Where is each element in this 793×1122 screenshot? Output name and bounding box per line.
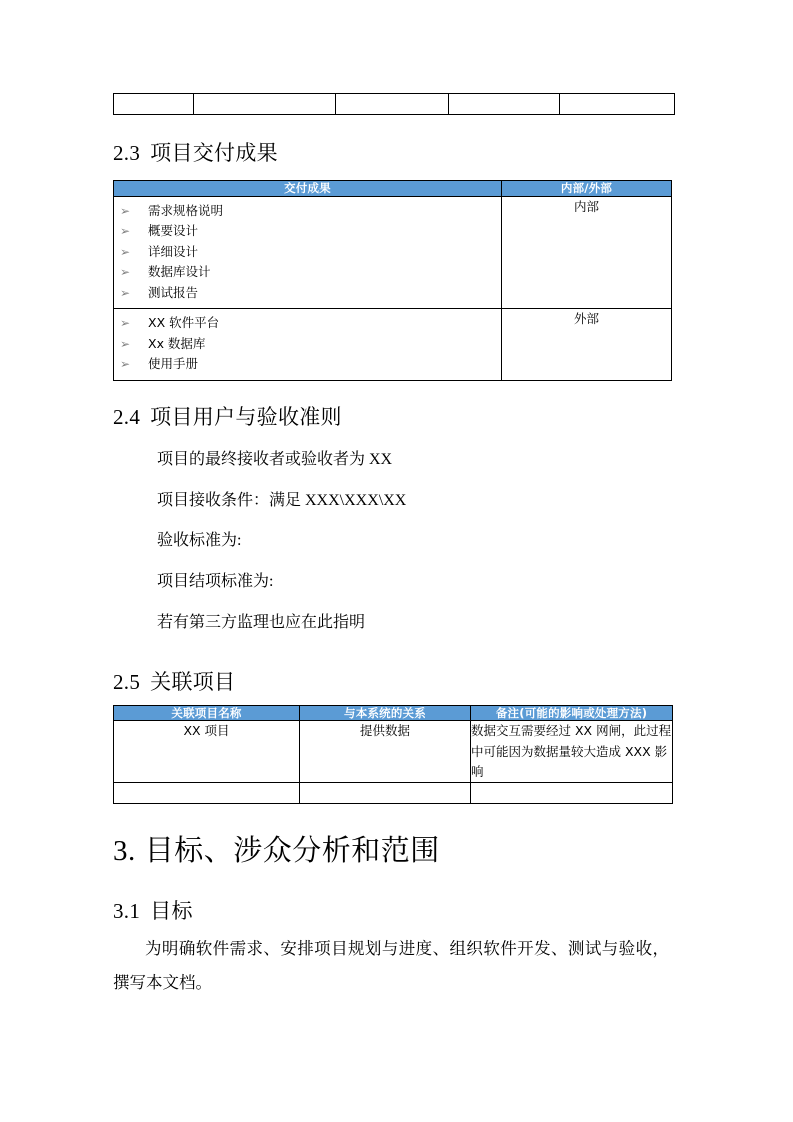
column-header-note: 备注(可能的影响或处理方法) — [471, 705, 673, 720]
list-item-label: 测试报告 — [148, 284, 199, 300]
heading-title: 项目交付成果 — [150, 141, 278, 165]
project-name-cell: XX 项目 — [114, 721, 300, 783]
scope-cell-external: 外部 — [502, 309, 672, 381]
column-header-relation: 与本系统的关系 — [300, 705, 471, 720]
list-item — [114, 313, 501, 334]
table-cell — [449, 94, 560, 115]
heading-2-3 — [113, 141, 669, 166]
table-row — [114, 196, 672, 309]
heading-3 — [113, 834, 669, 869]
arrow-bullet-icon: ➢ — [120, 244, 131, 259]
list-item-label: Xx 数据库 — [148, 335, 206, 351]
column-header-scope: 内部/外部 — [502, 181, 672, 196]
table-cell — [336, 94, 449, 115]
relation-cell: 提供数据 — [300, 721, 471, 783]
deliverable-list-cell — [114, 309, 502, 381]
list-item-label: 概要设计 — [148, 223, 199, 239]
relation-cell — [300, 783, 471, 804]
table-row — [114, 309, 672, 381]
list-item — [114, 262, 501, 283]
list-item-label: XX 软件平台 — [148, 315, 220, 331]
table-row — [114, 783, 673, 804]
column-header-deliverable: 交付成果 — [114, 181, 502, 196]
heading-number: 3.1 — [113, 898, 141, 923]
table-cell — [194, 94, 336, 115]
acceptance-paragraph-4: 项目结项标准为: — [157, 573, 274, 591]
acceptance-paragraph-5: 若有第三方监理也应在此指明 — [157, 613, 366, 631]
heading-2-5 — [113, 670, 669, 695]
list-item-label: 需求规格说明 — [148, 202, 224, 218]
heading-number: 2.4 — [113, 404, 141, 429]
project-name-cell — [114, 783, 300, 804]
table-cell — [114, 94, 194, 115]
deliverables-table — [113, 180, 672, 380]
heading-title: 目标、涉众分析和范围 — [144, 835, 440, 868]
list-item — [114, 221, 501, 242]
arrow-bullet-icon: ➢ — [120, 285, 131, 300]
list-item — [114, 201, 501, 222]
arrow-bullet-icon: ➢ — [120, 224, 131, 239]
arrow-bullet-icon: ➢ — [120, 265, 131, 280]
list-item — [114, 334, 501, 355]
heading-3-1 — [113, 899, 669, 924]
heading-number: 3. — [113, 835, 136, 868]
deliverable-list-cell — [114, 196, 502, 309]
continued-table — [113, 93, 675, 115]
list-item-label: 详细设计 — [148, 243, 199, 259]
list-item — [114, 242, 501, 263]
arrow-bullet-icon: ➢ — [120, 316, 131, 331]
acceptance-paragraph-2: 项目接收条件：满足 XXX\XXX\XX — [157, 491, 407, 509]
list-item — [114, 354, 501, 375]
list-item-label: 数据库设计 — [148, 264, 211, 280]
deliverable-list-internal — [114, 197, 501, 309]
arrow-bullet-icon: ➢ — [120, 357, 131, 372]
table-cell — [560, 94, 675, 115]
page-content — [113, 93, 672, 1000]
acceptance-paragraph-1: 项目的最终接收者或验收者为 XX — [157, 450, 393, 468]
column-header-project-name: 关联项目名称 — [114, 705, 300, 720]
list-item-label: 使用手册 — [148, 356, 199, 372]
note-cell — [471, 783, 673, 804]
scope-cell-internal: 内部 — [502, 196, 672, 309]
note-cell: 数据交互需要经过 XX 网闸，此过程中可能因为数据量较大造成 XXX 影响 — [471, 721, 673, 783]
table-row — [114, 94, 675, 115]
goal-paragraph: 为明确软件需求、安排项目规划与进度、组织软件开发、测试与验收，撰写本文档。 — [113, 939, 669, 992]
acceptance-paragraph-3: 验收标准为: — [157, 532, 242, 550]
heading-title: 目标 — [150, 898, 193, 923]
table-header-row — [114, 181, 672, 196]
arrow-bullet-icon: ➢ — [120, 336, 131, 351]
arrow-bullet-icon: ➢ — [120, 203, 131, 218]
table-header-row — [114, 705, 673, 720]
heading-number: 2.3 — [113, 141, 141, 165]
heading-title: 项目用户与验收准则 — [150, 404, 342, 429]
list-item — [114, 283, 501, 304]
heading-2-4 — [113, 405, 669, 430]
heading-title: 关联项目 — [150, 669, 236, 694]
heading-number: 2.5 — [113, 669, 141, 694]
deliverable-list-external — [114, 309, 501, 380]
related-projects-table — [113, 705, 673, 804]
table-row — [114, 721, 673, 783]
